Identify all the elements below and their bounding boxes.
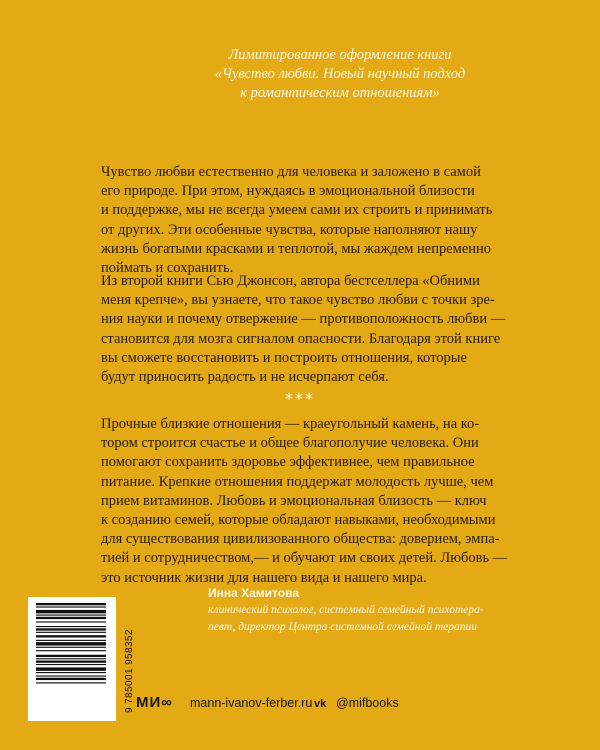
text-line: Прочные близкие отношения — краеугольный камень, на ко- xyxy=(101,416,480,432)
barcode-bar xyxy=(36,647,106,648)
text-line: ния науки и почему отвержение — противоположность любви — xyxy=(101,311,506,328)
text-line: к созданию семей, которые обладают навыками, необходимыми xyxy=(101,512,496,529)
barcode-bar xyxy=(36,642,106,645)
section-separator: *** xyxy=(285,389,315,408)
text-line: Чувство любви естественно для человека и заложено в самой xyxy=(101,164,481,180)
barcode-bar xyxy=(36,672,106,673)
barcode-bar xyxy=(36,661,106,663)
barcode-bar xyxy=(36,658,106,659)
text-line: будут приносить радость и не исчерпают себя. xyxy=(101,369,389,386)
barcode-bar xyxy=(36,603,106,605)
blurb-line: «Чувство любви. Новый научный подход xyxy=(214,66,466,82)
text-line: жизнь богатыми красками и теплотой, мы жаждем непременно xyxy=(101,240,492,257)
barcode-bar xyxy=(36,621,106,622)
author-role xyxy=(208,602,484,636)
barcode-bar xyxy=(36,664,106,665)
text-line: для существования цивилизованного общества: доверием, эмпа- xyxy=(101,531,500,548)
barcode-bar xyxy=(36,632,106,633)
barcode-bar xyxy=(36,655,106,657)
isbn-number: 9 785001 958352 xyxy=(124,629,135,713)
text-line: вы сможете восстановить и построить отношения, которые xyxy=(101,349,467,366)
publisher-footer xyxy=(0,694,600,714)
barcode-bar xyxy=(36,650,106,651)
barcode-bar xyxy=(36,615,106,616)
text-line: тором строится счастье и общее благополучие человека. Они xyxy=(101,435,479,452)
paragraph-relationships xyxy=(101,415,511,588)
barcode-bar xyxy=(36,617,106,619)
barcode-bar xyxy=(36,635,106,637)
blurb-line: к романтическим отношениям» xyxy=(240,85,440,101)
vk-icon[interactable]: vk xyxy=(314,698,327,710)
website-link[interactable]: mann-ivanov-ferber.ru xyxy=(190,696,313,710)
publisher-logo: МИ∞ xyxy=(136,694,173,711)
text-line: от других. Эти особенные чувства, которые наполняют нашу xyxy=(101,221,478,238)
text-line: его природе. При этом, нуждаясь в эмоциональной близости xyxy=(101,183,475,200)
social-handle[interactable]: @mifbooks xyxy=(336,696,399,710)
barcode-bar xyxy=(36,682,106,683)
author-name: Инна Хамитова xyxy=(208,586,300,600)
barcode-bar xyxy=(36,606,106,607)
barcode-bar xyxy=(36,628,106,630)
text-line: и поддержке, мы не всегда умеем сами их строить и принимать xyxy=(101,202,493,219)
barcode-bar xyxy=(36,667,106,670)
text-line: тией и сотрудничеством,— и обучают им своих детей. Любовь — xyxy=(101,550,508,567)
barcode-bar xyxy=(36,675,106,676)
author-role-line: певт, директор Центра системной семейной терапии xyxy=(208,621,478,633)
text-line: помогают сохранить здоровье эффективнее, чем правильное xyxy=(101,454,475,471)
barcode-bar xyxy=(36,640,106,641)
edition-blurb xyxy=(150,46,530,103)
text-line: Из второй книги Сью Джонсон, автора бестселлера «Обними xyxy=(101,273,480,289)
text-line: питание. Крепкие отношения поддержат молодость лучше, чем xyxy=(101,473,494,490)
paragraph-book xyxy=(101,272,511,387)
barcode-bar xyxy=(36,610,106,613)
blurb-line: Лимитированное оформление книги xyxy=(228,47,452,63)
paragraph-intro xyxy=(101,163,511,278)
text-line: прием витаминов. Любовь и эмоциональная близость — ключ xyxy=(101,492,487,509)
barcode-bar xyxy=(36,626,106,627)
text-line: поймать и сохранить. xyxy=(101,260,234,277)
text-line: становится для мозга сигналом опасности. Благодаря этой книге xyxy=(101,330,501,347)
text-line: меня крепче», вы узнаете, что такое чувство любви с точки зре- xyxy=(101,292,495,309)
text-line: это источник жизни для нашего вида и нашего мира. xyxy=(101,569,427,586)
author-role-line: клинический психолог, системный семейный психотера- xyxy=(208,604,484,616)
barcode-bar xyxy=(36,678,106,680)
